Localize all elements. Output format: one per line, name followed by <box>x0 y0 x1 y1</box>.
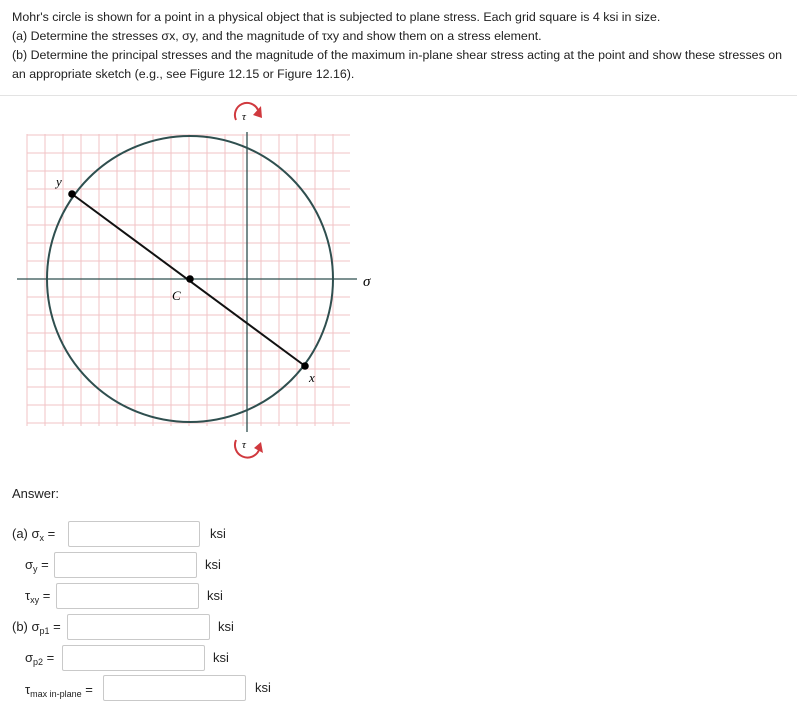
sigma-x-unit: ksi <box>210 526 226 541</box>
tau-max-label: $\tau_{max in-plane}$ = <box>25 682 93 699</box>
tau-max-input[interactable] <box>103 675 246 701</box>
sigma-p2-label: $\sigma_{p2}$ = <box>25 650 55 667</box>
point-x-label: x <box>309 370 315 385</box>
point-x-marker <box>301 362 309 370</box>
sigma-x-input[interactable] <box>68 521 200 547</box>
rotation-arrow-top-icon <box>235 103 258 120</box>
sigma-p1-label: (b) $\sigma_{p1}$ = <box>12 619 61 636</box>
sigma-y-label: $\sigma_y$ = <box>25 557 49 574</box>
tau-xy-input[interactable] <box>56 583 199 609</box>
problem-statement <box>12 8 787 84</box>
tau-bottom-label: τ <box>242 439 246 451</box>
tau-xy-label: $\tau_{xy}$ = <box>25 588 51 605</box>
sigma-p2-input[interactable] <box>62 645 205 671</box>
sigma-y-input[interactable] <box>54 552 197 578</box>
center-label: C <box>172 288 181 303</box>
answer-heading: Answer: <box>12 486 59 501</box>
tau-max-unit: ksi <box>255 680 271 695</box>
sigma-p2-unit: ksi <box>213 650 229 665</box>
sigma-y-unit: ksi <box>205 557 221 572</box>
tau-xy-unit: ksi <box>207 588 223 603</box>
sigma-p1-unit: ksi <box>218 619 234 634</box>
sigma-axis-label: σ <box>363 274 371 290</box>
center-marker <box>186 275 194 283</box>
sigma-x-label: (a) $\sigma_x$ = <box>12 526 56 543</box>
tau-top-label: τ <box>242 111 246 123</box>
mohrs-circle-diagram <box>0 96 797 476</box>
problem-line-2: (a) Determine the stresses σx, σy, and the magnitude of τxy and show them on a stress element. <box>12 29 542 43</box>
point-y-label: y <box>56 174 62 189</box>
problem-line-1: Mohr's circle is shown for a point in a physical object that is subjected to plane stress. Each grid square is 4 ksi in size. <box>12 10 661 24</box>
problem-line-3: (b) Determine the principal stresses and the magnitude of the maximum in-plane shear stress acting at the point and show these stresses on an appropriate sketch (e.g., see Figure 12.15 or Figure 12.16). <box>12 48 782 81</box>
point-y-marker <box>68 190 76 198</box>
sigma-p1-input[interactable] <box>67 614 210 640</box>
